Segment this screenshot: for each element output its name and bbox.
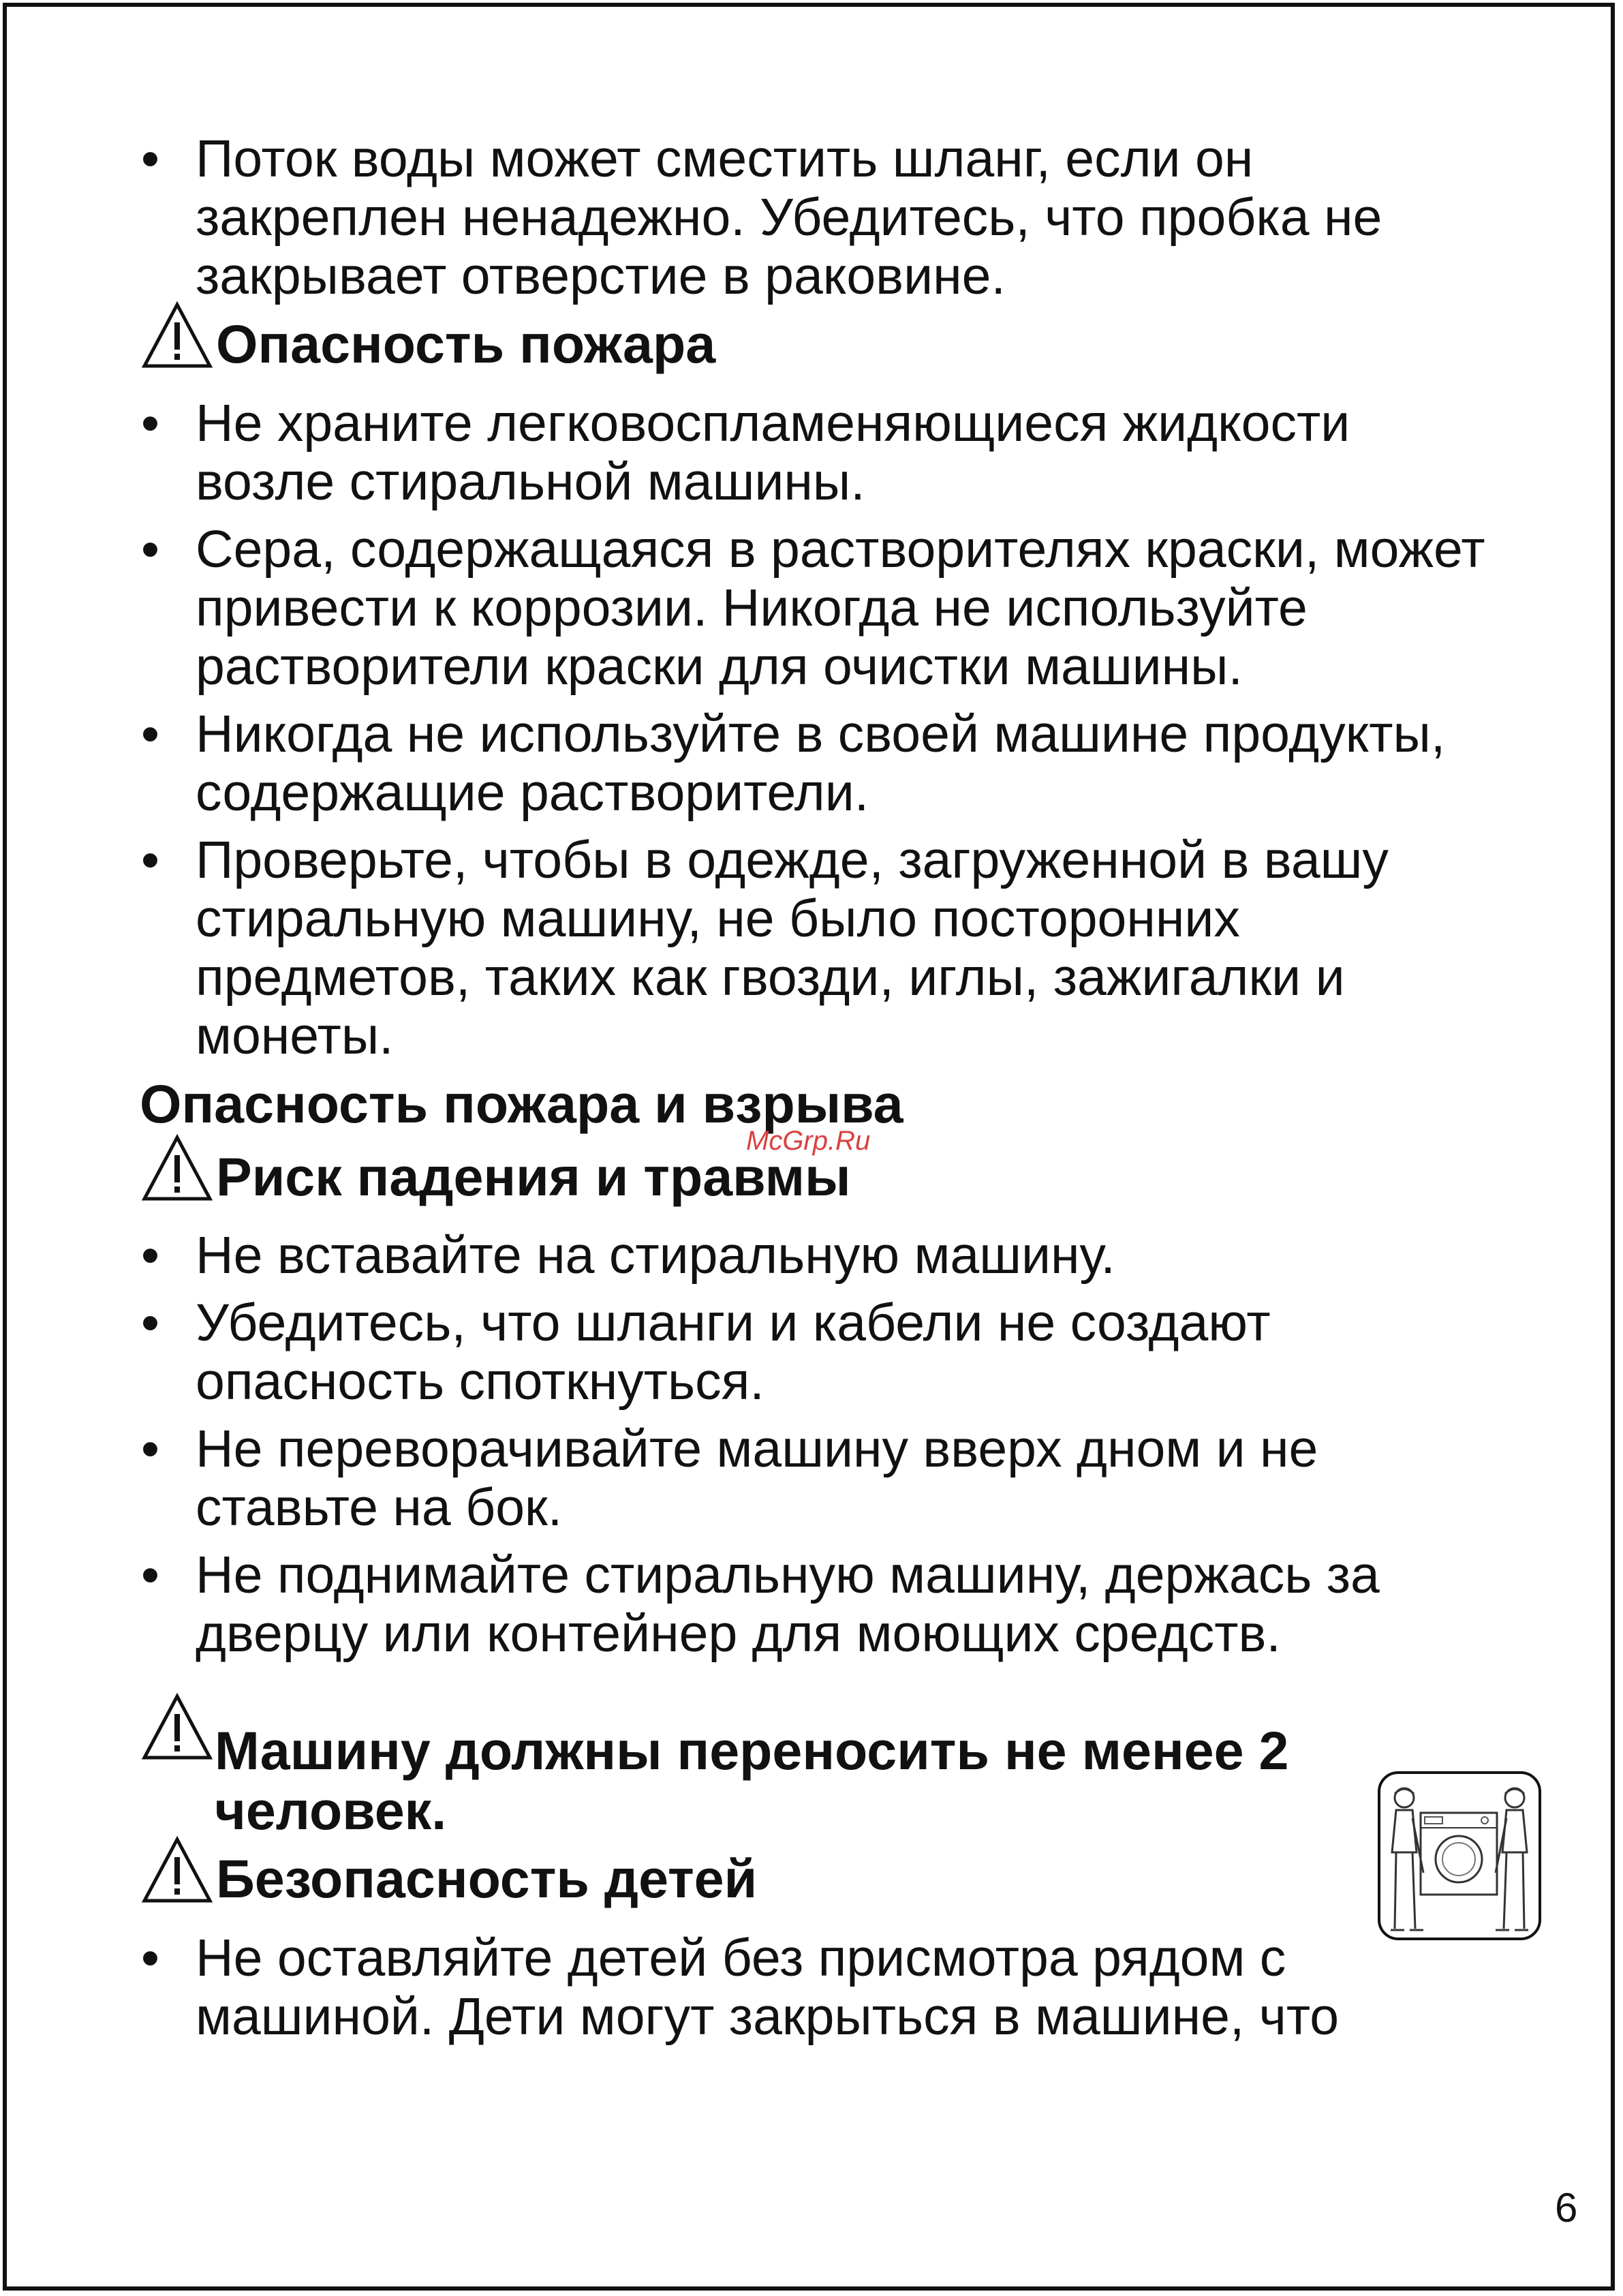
list-item: • Не переворачивайте машину вверх дном и не ставьте на бок. (140, 1420, 1502, 1537)
list-item: • Сера, содержащаяся в растворителях краски, может привести к коррозии. Никогда не используйте растворители краски для очистки машины. (140, 520, 1502, 696)
section-heading-fire (140, 314, 1502, 374)
heading-text: Риск падения и травмы (216, 1146, 851, 1207)
heading-text: Опасность пожара (216, 313, 716, 374)
list-item: • Не вставайте на стиральную машину. (140, 1226, 1502, 1285)
warning-triangle-icon (140, 299, 215, 370)
warning-triangle-icon (140, 1132, 215, 1203)
page-content (140, 129, 1502, 2055)
list-item: • Никогда не используйте в своей машине продукты, содержащие растворители. (140, 705, 1502, 822)
section-heading-fire-explosion (140, 1074, 1502, 1134)
list-item: • Убедитесь, что шланги и кабели не создают опасность споткнуться. (140, 1294, 1502, 1411)
section-heading-kids (140, 1849, 1502, 1909)
section-heading-carry (140, 1721, 1455, 1841)
heading-text: Безопасность детей (216, 1848, 758, 1909)
list-item: • Поток воды может сместить шланг, если он закреплен ненадежно. Убедитесь, что пробка не закрывает отверстие в раковине. (140, 129, 1502, 305)
heading-text: Опасность пожара и взрыва (140, 1073, 903, 1134)
list-item: • Не храните легковоспламеняющиеся жидкости возле стиральной машины. (140, 394, 1502, 511)
warning-triangle-icon (140, 1691, 215, 1762)
list-item: • Не поднимайте стиральную машину, держась за дверцу или контейнер для моющих средств. (140, 1546, 1502, 1663)
list-item: • Не оставляйте детей без присмотра рядом с машиной. Дети могут закрыться в машине, что (140, 1929, 1502, 2046)
list-item: • Проверьте, чтобы в одежде, загруженной в вашу стиральную машину, не было посторонних предметов, таких как гвозди, иглы, зажигалки и монеты. (140, 831, 1502, 1065)
page-number: 6 (1555, 2185, 1578, 2231)
two-people-carrying-washer-icon (1377, 1771, 1542, 1941)
heading-text: Машину должны переносить не менее 2 человек. (215, 1720, 1289, 1841)
warning-triangle-icon (140, 1834, 215, 1905)
watermark: McGrp.Ru (746, 1126, 871, 1156)
